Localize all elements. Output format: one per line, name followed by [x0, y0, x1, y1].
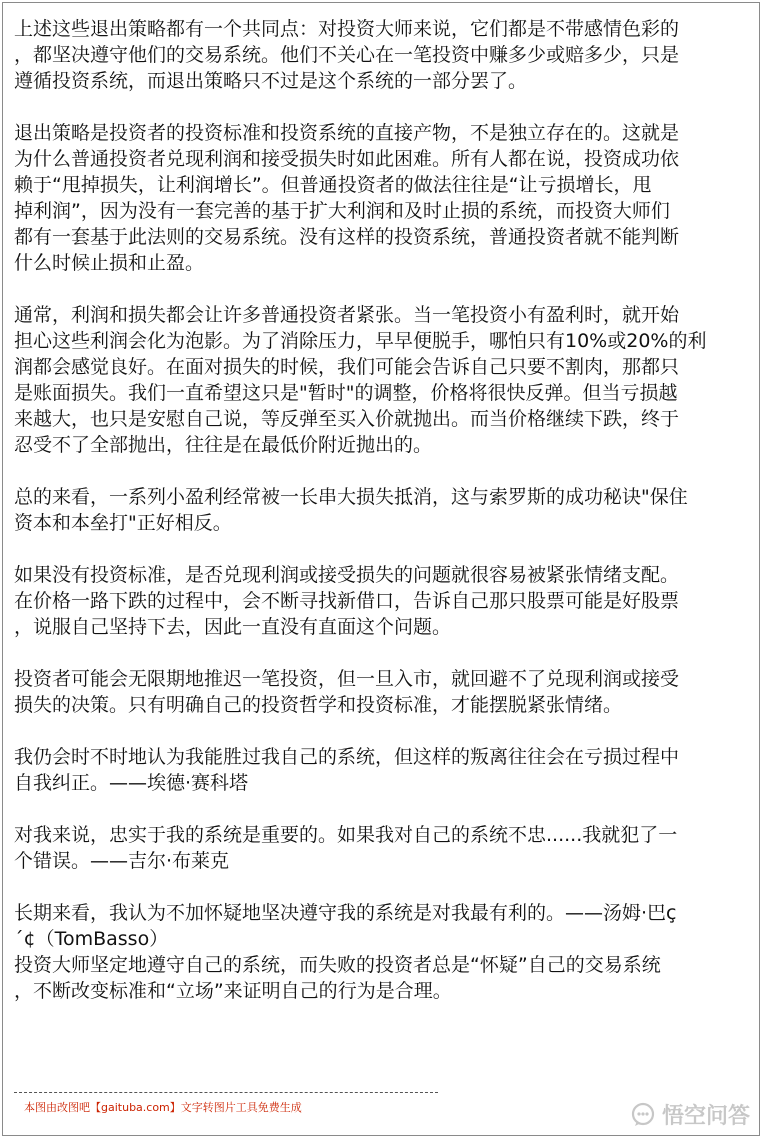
text-line: ，不断改变标准和“立场”来证明自己的行为是合理。	[14, 980, 452, 1002]
text-line: 在价格一路下跌的过程中，会不断寻找新借口，告诉自己那只股票可能是好股票	[14, 590, 680, 612]
text-line: 个错误。——吉尔·布莱克	[14, 850, 230, 872]
text-line: 通常，利润和损失都会让许多普通投资者紧张。当一笔投资小有盈利时，就开始	[14, 304, 680, 326]
text-line: ，都坚决遵守他们的交易系统。他们不关心在一笔投资中赚多少或赔多少，只是	[14, 44, 680, 66]
text-line: 损失的决策。只有明确自己的投资哲学和投资标准，才能摆脱紧张情绪。	[14, 694, 623, 716]
chat-bubble-icon	[630, 1102, 656, 1128]
text-line: 上述这些退出策略都有一个共同点：对投资大师来说，它们都是不带感情色彩的	[14, 18, 680, 40]
text-line: 掉利润”，因为没有一套完善的基于扩大利润和及时止损的系统，而投资大师们	[14, 200, 670, 222]
text-line: 遵循投资系统，而退出策略只不过是这个系统的一部分罢了。	[14, 70, 528, 92]
text-line: ，说服自己坚持下去，因此一直没有直面这个问题。	[14, 616, 452, 638]
text-line: 为什么普通投资者兑现利润和接受损失时如此困难。所有人都在说，投资成功依	[14, 148, 680, 170]
paragraph	[14, 16, 764, 94]
text-line: 忍受不了全部抛出，往往是在最低价附近抛出的。	[14, 434, 433, 456]
text-line: 什么时候止损和止盈。	[14, 252, 205, 274]
text-line: 如果没有投资标准，是否兑现利润或接受损失的问题就很容易被紧张情绪支配。	[14, 564, 680, 586]
text-line: 都有一套基于此法则的交易系统。没有这样的投资系统，普通投资者就不能判断	[14, 226, 680, 248]
text-line: 资本和本垒打"正好相反。	[14, 512, 232, 534]
text-line: 退出策略是投资者的投资标准和投资系统的直接产物，不是独立存在的。这就是	[14, 122, 680, 144]
text-line: 赖于“甩掉损失，让利润增长”。但普通投资者的做法往往是“让亏损增长，甩	[14, 174, 652, 196]
paragraph	[14, 666, 764, 718]
text-line: 投资者可能会无限期地推迟一笔投资，但一旦入市，就回避不了兑现利润或接受	[14, 668, 680, 690]
text-line: 长期来看，我认为不加怀疑地坚决遵守我的系统是对我最有利的。——汤姆·巴ç	[14, 902, 677, 924]
text-line: ´¢（TomBasso）	[14, 928, 169, 950]
text-line: 总的来看，一系列小盈利经常被一长串大损失抵消，这与索罗斯的成功秘诀"保住	[14, 486, 688, 508]
paragraph	[14, 484, 764, 536]
paragraph	[14, 900, 764, 1004]
text-line: 对我来说，忠实于我的系统是重要的。如果我对自己的系统不忠......我就犯了一	[14, 824, 678, 846]
text-line: 来越大，也只是安慰自己说，等反弹至买入价就抛出。而当价格继续下跌，终于	[14, 408, 680, 430]
footer-divider	[14, 1092, 438, 1093]
paragraph	[14, 562, 764, 640]
text-line: 我仍会时不时地认为我能胜过我自己的系统，但这样的叛离往往会在亏损过程中	[14, 746, 680, 768]
text-line: 投资大师坚定地遵守自己的系统，而失败的投资者总是“怀疑”自己的交易系统	[14, 954, 661, 976]
text-line: 自我纠正。——埃德·赛科塔	[14, 772, 249, 794]
generator-footer-note: 本图由改图吧【gaituba.com】文字转图片工具免费生成	[24, 1101, 302, 1114]
document-body	[14, 16, 764, 1004]
text-line: 是账面损失。我们一直希望这只是"暂时"的调整，价格将很快反弹。但当亏损越	[14, 382, 678, 404]
paragraph	[14, 822, 764, 874]
text-line: 担心这些利润会化为泡影。为了消除压力，早早便脱手，哪怕只有10%或20%的利	[14, 330, 707, 352]
watermark	[630, 1099, 750, 1130]
paragraph	[14, 302, 764, 458]
watermark-text: 悟空问答	[661, 1104, 750, 1129]
paragraph	[14, 744, 764, 796]
paragraph	[14, 120, 764, 276]
text-line: 润都会感觉良好。在面对损失的时候，我们可能会告诉自己只要不割肉，那都只	[14, 356, 680, 378]
